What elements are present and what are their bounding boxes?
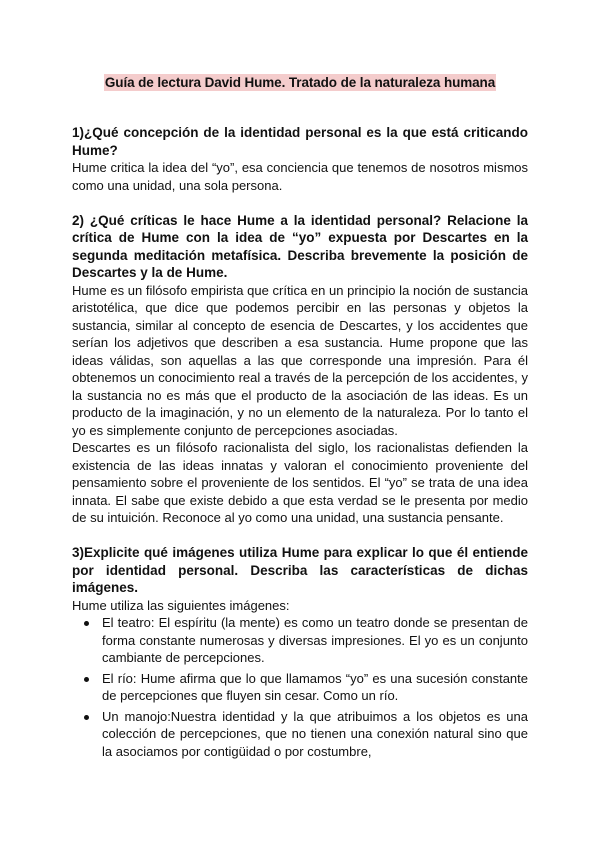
bullet-icon [84, 715, 89, 720]
list-item [72, 670, 528, 705]
title-wrapper [0, 74, 600, 92]
section-3 [72, 544, 528, 760]
answer-2-paragraph-hume: Hume es un filósofo empirista que crítica en un principio la noción de sustancia aristotélica, que dice que podemos percibir en las personas y objetos la sustancia, similar al concepto de esencia de Descartes, y los accidentes que serían los adjetivos que describen a esa sustancia. Hume propone que las ideas válidas, son aquellas a las que corresponde una impresión. Para él obtenemos un conocimiento real a través de la percepción de los accidentes, y la sustancia no es más que el producto de la asociación de las ideas. Es un producto de la imaginación, y no un elemento de la naturaleza. Por lo tanto el yo es simplemente conjunto de percepciones asociadas. [72, 282, 528, 438]
answer-2-paragraph-descartes: Descartes es un filósofo racionalista del siglo, los racionalistas defienden la existencia de las ideas innatas y valoran el conocimiento proveniente del pensamiento sobre el proveniente de los sentidos. El “yo” se trata de una idea innata. El sabe que existe debido a que esta verdad se le presenta por medio de su intuición. Reconoce al yo como una unidad, una sustancia pensante. [72, 440, 528, 525]
answer-3-intro: Hume utiliza las siguientes imágenes: [72, 597, 290, 613]
images-list [72, 614, 528, 760]
question-3: 3)Explicite qué imágenes utiliza Hume para explicar lo que él entiende por identidad personal. Describa las características de dichas imágenes. [72, 545, 528, 595]
list-item-text: El teatro: El espíritu (la mente) es como un teatro donde se presentan de forma constante numerosas y diversas impresiones. El yo es un conjunto cambiante de percepciones. [102, 615, 528, 665]
list-item [72, 614, 528, 667]
question-1: 1)¿Qué concepción de la identidad personal es la que está criticando Hume? [72, 125, 528, 158]
list-item [72, 708, 528, 761]
list-item-text: Un manojo:Nuestra identidad y la que atribuimos a los objetos es una colección de percepciones, que no tienen una conexión natural sino que la asociamos por contigüidad o por costumbre, [102, 708, 528, 759]
section-2 [72, 212, 528, 527]
bullet-icon [84, 621, 89, 626]
section-1 [72, 124, 528, 194]
document-title: Guía de lectura David Hume. Tratado de la naturaleza humana [104, 75, 496, 90]
list-item-text: El río: Hume afirma que lo que llamamos “yo” es una sucesión constante de percepciones que fluyen sin cesar. Como un río. [102, 670, 528, 703]
bullet-icon [84, 677, 89, 682]
document-body [72, 124, 528, 763]
answer-1-paragraph: Hume critica la idea del “yo”, esa conciencia que tenemos de nosotros mismos como una unidad, una sola persona. [72, 160, 528, 193]
question-2: 2) ¿Qué críticas le hace Hume a la identidad personal? Relacione la crítica de Hume con la idea de “yo” expuesta por Descartes en la segunda meditación metafísica. Describa brevemente la posición de Descartes y la de Hume. [72, 212, 528, 280]
